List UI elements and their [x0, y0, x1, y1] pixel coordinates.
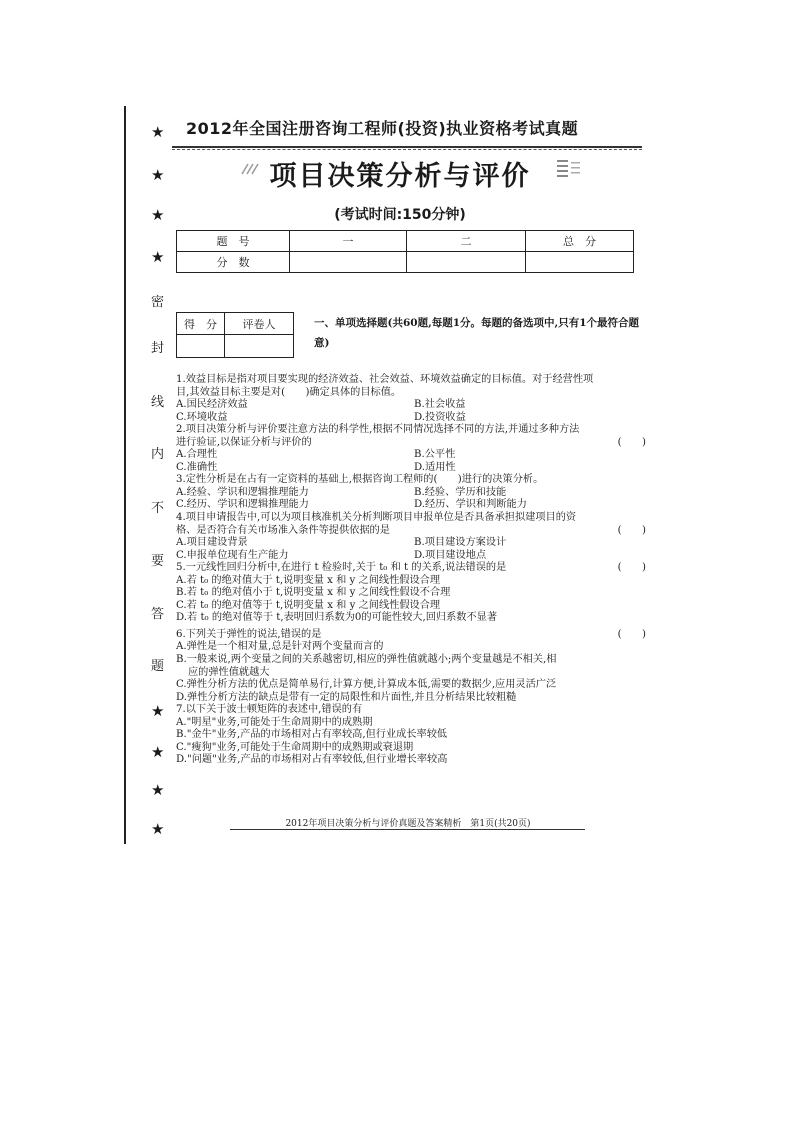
option-continuation: 应的弹性值就越大 — [188, 666, 270, 678]
grader-score-label: 得 分 — [177, 313, 225, 335]
question-stem-row — [176, 437, 646, 450]
grader-table — [176, 312, 294, 358]
margin-star: ★ — [151, 743, 165, 761]
question-stem: 格、是否符合有关市场准入条件等提供依据的是 — [176, 524, 390, 536]
score-cell — [407, 252, 526, 273]
option: B.一般来说,两个变量之间的关系越密切,相应的弹性值就越小;两个变量越是不相关,相 — [176, 654, 557, 666]
option: B.公平性 — [414, 449, 456, 461]
answer-parenthesis: ( ) — [617, 628, 646, 640]
question-stem: 6.下列关于弹性的说法,错误的是 — [176, 628, 322, 640]
section-heading: 一、单项选择题(共60题,每题1分。每题的备选项中,只有1个最符合题意) — [314, 317, 640, 349]
page-footer: 2012年项目决策分析与评价真题及答案精析 第1页(共20页) — [285, 819, 531, 829]
option: D.项目建设地点 — [414, 549, 487, 561]
option: D.适用性 — [414, 461, 456, 473]
option: C.申报单位现有生产能力 — [176, 549, 289, 561]
title-rule-dashed — [172, 149, 642, 150]
exam-title: 2012年全国注册咨询工程师(投资)执业资格考试真题 — [186, 119, 579, 138]
score-table-header-part1: 一 — [290, 231, 407, 252]
exam-time: (考试时间:150分钟) — [334, 207, 466, 223]
answer-parenthesis: ( ) — [617, 524, 646, 536]
answer-parenthesis: ( ) — [617, 562, 646, 574]
question-stem: 5.一元线性回归分析中,在进行 t 检验时,关于 t₀ 和 t 的关系,说法错误的是 — [176, 562, 507, 574]
option: D.经历、学识和判断能力 — [414, 499, 527, 511]
option: A.国民经济效益 — [176, 399, 248, 411]
option: D."问题"业务,产品的市场相对占有率较低,但行业增长率较高 — [176, 754, 448, 766]
margin-star: ★ — [151, 781, 165, 799]
option: C.准确性 — [176, 461, 218, 473]
question-stem-row — [176, 525, 646, 538]
margin-star: ★ — [151, 702, 165, 720]
question-stem: 1.效益目标是指对项目要实现的经济效益、社会效益、环境效益确定的目标值。对于经营性项 — [176, 374, 594, 385]
margin-star: ★ — [151, 123, 165, 141]
seal-char: 题 — [151, 659, 165, 674]
question-stem: 进行验证,以保证分析与评价的 — [176, 436, 312, 448]
option: D.若 t₀ 的绝对值等于 t,表明回归系数为0的可能性较大,回归系数不显著 — [176, 612, 498, 624]
margin-star: ★ — [151, 820, 165, 838]
option: A.弹性是一个相对量,总是针对两个变量而言的 — [176, 641, 384, 653]
seal-char: 不 — [151, 501, 165, 516]
margin-star: ★ — [151, 248, 165, 266]
option: C.若 t₀ 的绝对值等于 t,说明变量 x 和 y 之间线性假设合理 — [176, 599, 441, 611]
seal-char: 封 — [151, 341, 165, 356]
title-rule — [172, 146, 642, 148]
question-stem: 2.项目决策分析与评价要注意方法的科学性,根据不同情况选择不同的方法,并通过多种方法 — [176, 424, 580, 436]
question-stem: 7.以下关于波士顿矩阵的表述中,错误的有 — [176, 704, 363, 716]
question-stem-row — [176, 562, 646, 575]
option: A.若 t₀ 的绝对值大于 t,说明变量 x 和 y 之间线性假设合理 — [176, 574, 441, 586]
question-stem: 目,其效益目标主要是对( )确定具体的目标值。 — [176, 386, 402, 398]
score-table-header-number: 题 号 — [177, 231, 290, 252]
score-table-label-score: 分 数 — [177, 252, 290, 273]
decorative-ornament-right — [556, 158, 582, 180]
option: B.社会收益 — [414, 399, 466, 411]
seal-char: 内 — [151, 447, 165, 462]
option: B.项目建设方案设计 — [414, 537, 507, 549]
seal-char: 答 — [151, 607, 165, 622]
option: B.若 t₀ 的绝对值小于 t,说明变量 x 和 y 之间线性假设不合理 — [176, 587, 451, 599]
option: C."瘦狗"业务,可能处于生命周期中的成熟期或衰退期 — [176, 741, 414, 753]
option: A."明星"业务,可能处于生命周期中的成熟期 — [176, 716, 373, 728]
option: B."金牛"业务,产品的市场相对占有率较高,但行业成长率较低 — [176, 729, 448, 741]
question-list — [176, 374, 646, 767]
score-table — [176, 230, 634, 273]
score-cell — [526, 252, 634, 273]
question-stem: 4.项目申请报告中,可以为项目核准机关分析判断项目申报单位是否具备承担拟建项目的资 — [176, 512, 577, 524]
margin-star: ★ — [151, 166, 165, 184]
subject-title: 项目决策分析与评价 — [269, 161, 531, 192]
score-cell — [290, 252, 407, 273]
grader-name-cell — [225, 335, 294, 358]
option: C.弹性分析方法的优点是简单易行,计算方便,计算成本低,需要的数据少,应用灵活广泛 — [176, 679, 557, 691]
question-stem-row — [176, 629, 646, 642]
option: B.经验、学历和技能 — [414, 486, 507, 498]
seal-char: 线 — [151, 395, 165, 410]
option: A.项目建设背景 — [176, 537, 248, 549]
option: D.投资收益 — [414, 411, 466, 423]
footer-rule — [230, 829, 585, 830]
option: C.经历、学识和逻辑推理能力 — [176, 499, 309, 511]
score-table-header-total: 总 分 — [526, 231, 634, 252]
seal-char: 要 — [151, 554, 165, 569]
question-stem: 3.定性分析是在占有一定资料的基础上,根据咨询工程师的( )进行的决策分析。 — [176, 474, 544, 486]
answer-parenthesis: ( ) — [617, 436, 646, 448]
option: A.合理性 — [176, 449, 218, 461]
margin-star: ★ — [151, 206, 165, 224]
option: D.弹性分析方法的缺点是带有一定的局限性和片面性,并且分析结果比较粗糙 — [176, 691, 517, 703]
grader-score-cell — [177, 335, 225, 358]
option: C.环境收益 — [176, 411, 228, 423]
score-table-header-part2: 二 — [407, 231, 526, 252]
seal-char: 密 — [151, 295, 165, 310]
grader-name-label: 评卷人 — [225, 313, 294, 335]
option: A.经验、学识和逻辑推理能力 — [176, 486, 309, 498]
